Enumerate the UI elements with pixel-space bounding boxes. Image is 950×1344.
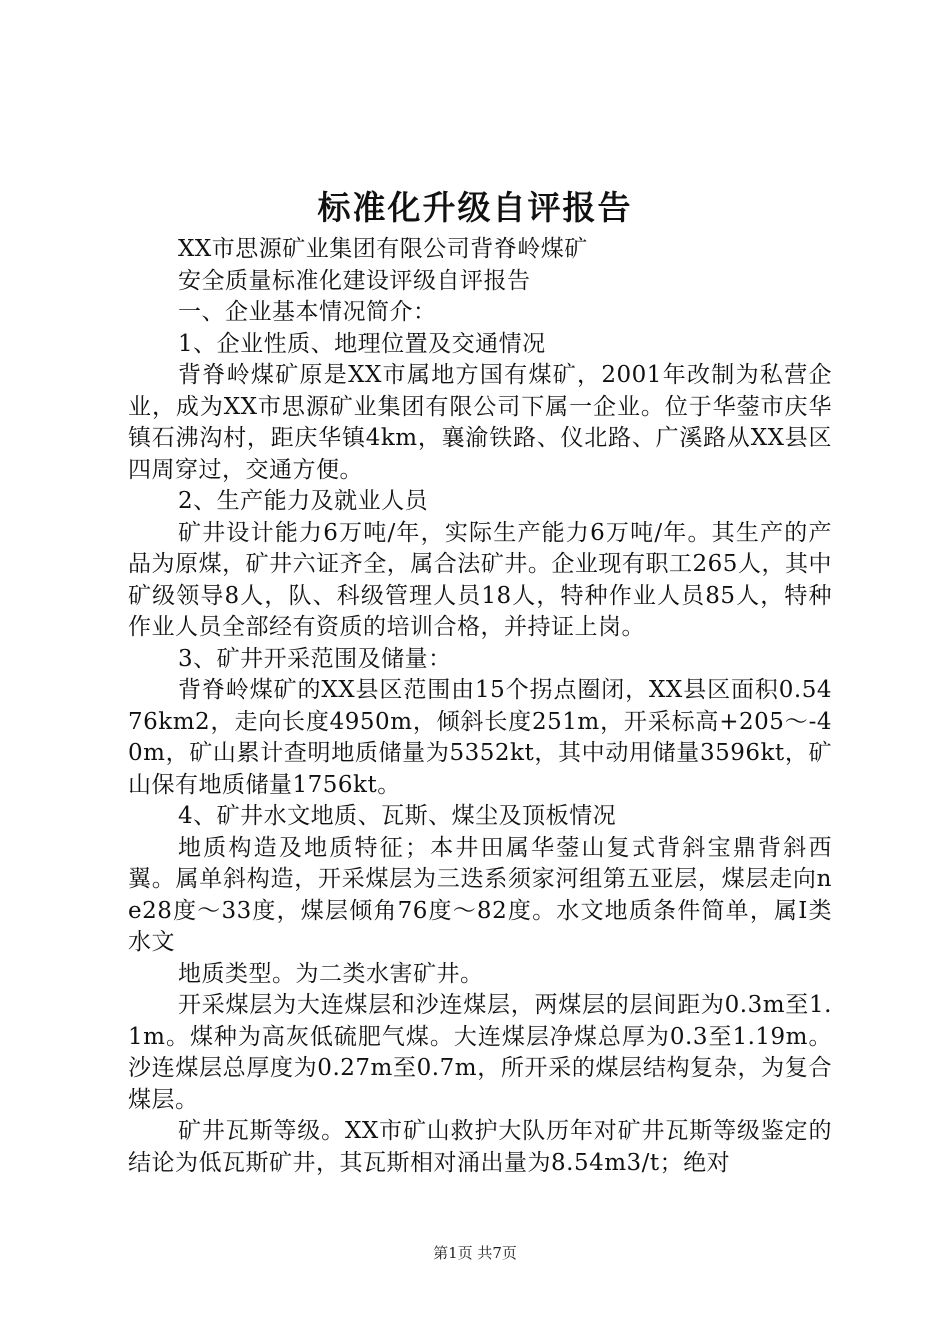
paragraph-geology-type: 地质类型。为二类水害矿井。 (178, 960, 484, 987)
section-heading-overview: 一、企业基本情况简介： (178, 299, 437, 325)
subsection-heading-nature-location: 1、企业性质、地理位置及交通情况 (178, 330, 546, 357)
paragraph-report-subtitle: 安全质量标准化建设评级自评报告 (178, 267, 531, 294)
paragraph-nature-location: 背脊岭煤矿原是XX市属地方国有煤矿，2001年改制为私营企业，成为XX市思源矿业集团有限公司下属一企业。位于华蓥市庆华镇石沸沟村，距庆华镇4km，襄渝铁路、仪北路、广溪路从XX县区四周穿过，交通方便。 (128, 362, 832, 483)
document-body (128, 234, 832, 1179)
paragraph-gas-level: 矿井瓦斯等级。XX市矿山救护大队历年对矿井瓦斯等级鉴定的结论为低瓦斯矿井，其瓦斯相对涌出量为8.54m3/t；绝对 (128, 1118, 832, 1176)
paragraph-company-name: XX市思源矿业集团有限公司背脊岭煤矿 (178, 236, 588, 262)
page-number-footer: 第1页 共7页 (433, 1244, 517, 1262)
paragraph-coal-seams: 开采煤层为大连煤层和沙连煤层，两煤层的层间距为0.3m至1.1m。煤种为高灰低硫肥气煤。大连煤层净煤总厚为0.3至1.19m。沙连煤层总厚度为0.27m至0.7m，所开采的煤层结构复杂，为复合煤层。 (128, 992, 832, 1113)
paragraph-geology: 地质构造及地质特征；本井田属华蓥山复式背斜宝鼎背斜西翼。属单斜构造，开采煤层为三迭系须家河组第五亚层，煤层走向ne28度～33度，煤层倾角76度～82度。水文地质条件简单，属Ⅰ类水文 (128, 834, 832, 955)
paragraph-capacity-staff: 矿井设计能力6万吨/年，实际生产能力6万吨/年。其生产的产品为原煤，矿井六证齐全，属合法矿井。企业现有职工265人，其中矿级领导8人，队、科级管理人员18人，特种作业人员85人，特种作业人员全部经有资质的培训合格，并持证上岗。 (128, 519, 832, 640)
subsection-heading-mining-scope: 3、矿井开采范围及储量： (178, 645, 452, 672)
subsection-heading-capacity-staff: 2、生产能力及就业人员 (178, 488, 429, 514)
document-title: 标准化升级自评报告 (317, 188, 633, 227)
subsection-heading-geology: 4、矿井水文地质、瓦斯、煤尘及顶板情况 (178, 803, 617, 829)
paragraph-mining-scope: 背脊岭煤矿的XX县区范围由15个拐点圈闭，XX县区面积0.5476km2，走向长度4950m，倾斜长度251m，开采标高+205～-40m，矿山累计查明地质储量为5352kt，其中动用储量3596kt，矿山保有地质储量1756kt。 (128, 677, 832, 798)
